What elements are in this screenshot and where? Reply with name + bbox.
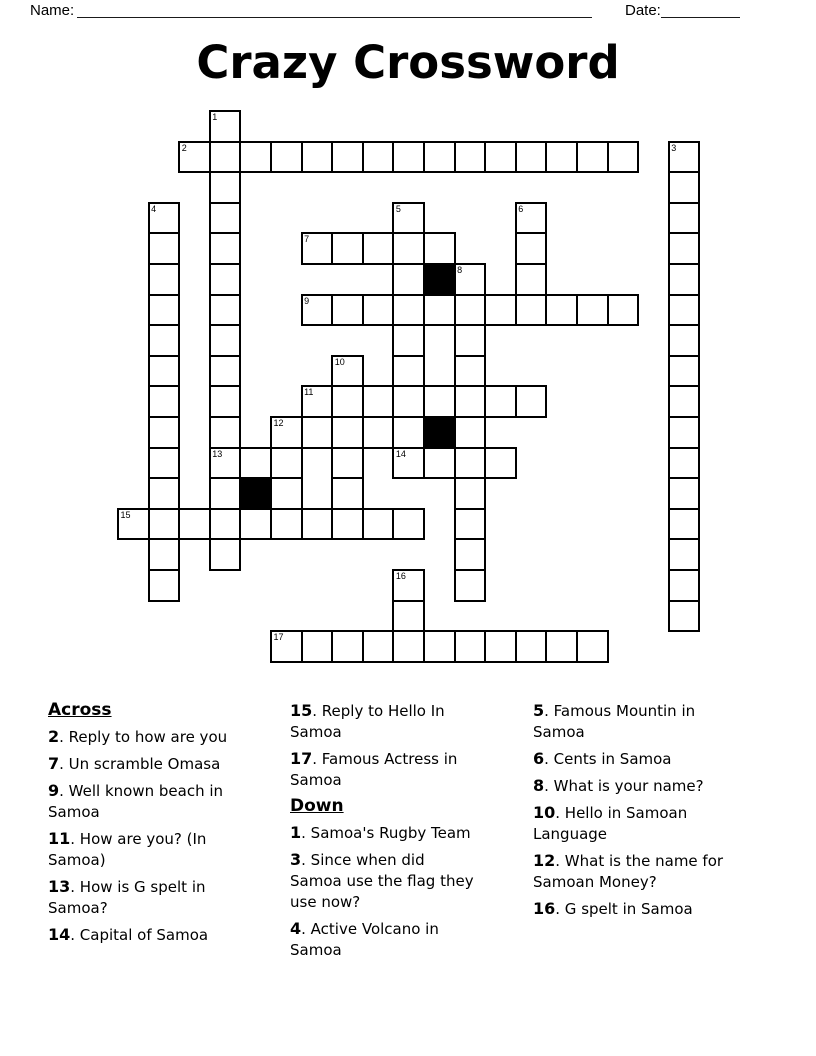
date-label: Date: [625,2,661,19]
grid-cell[interactable] [454,324,487,357]
clues-column-down [533,700,725,925]
clue-across-17 [290,748,476,791]
clue-number: 10 [533,803,556,822]
grid-cell[interactable] [209,508,242,541]
clue-down-10 [533,802,725,845]
grid-cell[interactable] [484,447,517,480]
clue-number: 5 [533,701,545,720]
grid-cell[interactable] [301,416,334,449]
grid-cell[interactable] [515,263,548,296]
grid-cell[interactable] [301,294,334,327]
clue-down-3 [290,849,476,913]
grid-cell[interactable] [515,232,548,265]
grid-cell[interactable] [392,630,425,663]
grid-cell[interactable] [331,294,364,327]
clue-number: 2 [48,727,60,746]
name-blank-line [77,0,592,18]
clue-number: 11 [48,829,71,848]
grid-cell[interactable] [148,447,181,480]
grid-cell[interactable] [209,416,242,449]
grid-cell[interactable] [392,141,425,174]
clue-text: . Since when did Samoa use the flag they use now? [290,851,474,911]
grid-cell[interactable] [301,630,334,663]
grid-cell[interactable] [668,447,701,480]
grid-cell[interactable] [576,630,609,663]
clue-number: 12 [533,851,556,870]
grid-cell[interactable] [392,447,425,480]
grid-cell[interactable] [607,141,640,174]
cell-number: 4 [151,203,157,214]
grid-cell[interactable] [423,141,456,174]
grid-cell[interactable] [331,355,364,388]
grid-cell[interactable] [668,202,701,235]
grid-cell[interactable] [454,385,487,418]
grid-cell[interactable] [209,324,242,357]
clue-number: 17 [290,749,313,768]
cell-number: 2 [181,142,187,153]
grid-cell[interactable] [392,385,425,418]
clue-text: . Reply to Hello In Samoa [290,702,445,741]
grid-cell[interactable] [668,263,701,296]
clue-text: . Famous Actress in Samoa [290,750,458,789]
grid-cell[interactable] [454,263,487,296]
across-header: Across [48,700,112,720]
grid-cell[interactable] [423,294,456,327]
grid-cell[interactable] [270,508,303,541]
clue-number: 3 [290,850,302,869]
clue-down-6 [533,748,725,770]
grid-cell[interactable] [301,385,334,418]
grid-cell[interactable] [148,324,181,357]
grid-cell[interactable] [454,294,487,327]
grid-cell[interactable] [331,630,364,663]
grid-cell[interactable] [668,324,701,357]
grid-cell[interactable] [362,141,395,174]
grid-cell[interactable] [392,324,425,357]
grid-cell[interactable] [515,141,548,174]
grid-cell[interactable] [209,171,242,204]
grid-cell[interactable] [270,416,303,449]
grid-cell[interactable] [362,385,395,418]
clue-number: 1 [290,823,302,842]
clue-text: . Un scramble Omasa [59,755,221,773]
clue-across-15 [290,700,476,743]
grid-cell[interactable] [209,385,242,418]
clue-text: . Reply to how are you [59,728,228,746]
clue-down-1 [290,822,476,844]
grid-cell[interactable] [668,600,701,633]
grid-cell[interactable] [668,508,701,541]
grid-cell[interactable] [668,141,701,174]
grid-cell[interactable] [454,416,487,449]
clue-number: 16 [533,899,556,918]
cell-number: 16 [395,571,406,581]
clue-number: 15 [290,701,313,720]
name-label: Name: [30,2,75,19]
clue-number: 9 [48,781,60,800]
grid-cell[interactable] [270,141,303,174]
grid-cell[interactable] [148,294,181,327]
clue-text: . G spelt in Samoa [555,900,693,918]
grid-cell[interactable] [209,110,242,143]
grid-cell[interactable] [209,355,242,388]
grid-cell[interactable] [454,477,487,510]
grid-cell[interactable] [576,294,609,327]
grid-cell[interactable] [392,263,425,296]
clue-down-12 [533,850,725,893]
cell-number: 13 [212,448,223,459]
grid-cell[interactable] [362,232,395,265]
clue-text: . Famous Mountin in Samoa [533,702,696,741]
grid-cell[interactable] [515,630,548,663]
clue-across-14 [48,924,260,946]
grid-cell[interactable] [392,355,425,388]
grid-cell[interactable] [209,294,242,327]
clue-text: . What is your name? [544,777,704,795]
clue-text: . Active Volcano in Samoa [290,920,439,959]
clue-text: . Well known beach in Samoa [48,782,224,821]
grid-cell[interactable] [392,202,425,235]
clue-down-4 [290,918,476,961]
grid-cell[interactable] [668,416,701,449]
grid-cell[interactable] [515,202,548,235]
grid-cell[interactable] [239,508,272,541]
grid-cell[interactable] [484,630,517,663]
grid-cell[interactable] [301,232,334,265]
clue-number: 13 [48,877,71,896]
grid-cell[interactable] [331,508,364,541]
grid-cell[interactable] [392,416,425,449]
clue-number: 8 [533,776,545,795]
cell-number: 3 [671,142,677,153]
date-blank-line [661,0,740,18]
grid-cell[interactable] [484,294,517,327]
clue-number: 7 [48,754,60,773]
grid-cell[interactable] [454,447,487,480]
grid-cell[interactable] [209,538,242,571]
grid-cell[interactable] [607,294,640,327]
down-header: Down [290,796,344,816]
grid-cell[interactable] [515,294,548,327]
grid-cell[interactable] [270,477,303,510]
grid-cell[interactable] [545,294,578,327]
grid-cell[interactable] [148,538,181,571]
grid-cell[interactable] [423,447,456,480]
clue-number: 4 [290,919,302,938]
clue-down-5 [533,700,725,743]
grid-cell[interactable] [209,202,242,235]
grid-cell[interactable] [392,232,425,265]
grid-cell[interactable] [148,202,181,235]
grid-cell[interactable] [331,416,364,449]
grid-cell[interactable] [362,416,395,449]
grid-cell[interactable] [239,447,272,480]
grid-cell[interactable] [331,141,364,174]
grid-cell[interactable] [392,569,425,602]
grid-cell[interactable] [270,447,303,480]
grid-cell[interactable] [576,141,609,174]
grid-cell[interactable] [209,447,242,480]
grid-cell[interactable] [148,569,181,602]
grid-black-cell [239,477,272,510]
grid-cell[interactable] [423,385,456,418]
grid-cell[interactable] [178,508,211,541]
grid-cell[interactable] [301,141,334,174]
grid-cell[interactable] [668,385,701,418]
clue-down-16 [533,898,725,920]
grid-cell[interactable] [209,141,242,174]
grid-cell[interactable] [484,385,517,418]
grid-cell[interactable] [484,141,517,174]
clue-text: . Samoa's Rugby Team [301,824,471,842]
clue-across-13 [48,876,260,919]
grid-cell[interactable] [668,355,701,388]
grid-black-cell [423,416,456,449]
grid-cell[interactable] [454,630,487,663]
grid-cell[interactable] [515,385,548,418]
grid-cell[interactable] [545,630,578,663]
grid-cell[interactable] [148,232,181,265]
grid-cell[interactable] [423,232,456,265]
clue-number: 6 [533,749,545,768]
grid-cell[interactable] [668,477,701,510]
grid-cell[interactable] [331,447,364,480]
grid-cell[interactable] [668,171,701,204]
grid-cell[interactable] [239,141,272,174]
clue-number: 14 [48,925,71,944]
cell-number: 1 [212,112,218,122]
clue-text: . How are you? (In Samoa) [48,830,207,869]
grid-cell[interactable] [209,263,242,296]
grid-cell[interactable] [545,141,578,174]
clue-text: . Capital of Samoa [70,926,209,944]
cell-number: 14 [395,448,406,459]
cell-number: 7 [304,234,310,245]
grid-cell[interactable] [148,508,181,541]
grid-cell[interactable] [454,538,487,571]
grid-cell[interactable] [148,477,181,510]
grid-cell[interactable] [668,232,701,265]
grid-cell[interactable] [668,538,701,571]
cell-number: 11 [304,387,314,398]
grid-cell[interactable] [454,508,487,541]
clues-column-middle [290,700,476,966]
grid-cell[interactable] [362,508,395,541]
clue-text: . Cents in Samoa [544,750,672,768]
grid-cell[interactable] [301,508,334,541]
clue-across-9 [48,780,260,823]
cell-number: 8 [457,265,463,275]
cell-number: 10 [334,356,345,367]
cell-number: 9 [304,295,310,306]
grid-cell[interactable] [392,600,425,633]
grid-cell[interactable] [454,355,487,388]
grid-cell[interactable] [362,294,395,327]
clues-column-across [48,700,260,951]
grid-cell[interactable] [423,630,456,663]
grid-cell[interactable] [392,294,425,327]
grid-cell[interactable] [331,385,364,418]
page-title: Crazy Crossword [196,36,620,89]
grid-cell[interactable] [331,232,364,265]
grid-cell[interactable] [454,141,487,174]
cell-number: 15 [120,509,131,520]
cell-number: 17 [273,632,284,643]
grid-black-cell [423,263,456,296]
clue-across-2 [48,726,260,748]
cell-number: 6 [518,203,524,214]
grid-cell[interactable] [454,569,487,602]
grid-cell[interactable] [392,508,425,541]
grid-cell[interactable] [668,569,701,602]
grid-cell[interactable] [178,141,211,174]
grid-cell[interactable] [117,508,150,541]
clue-across-7 [48,753,260,775]
grid-cell[interactable] [148,416,181,449]
clue-text: . What is the name for Samoan Money? [533,852,724,891]
clue-down-8 [533,775,725,797]
grid-cell[interactable] [148,385,181,418]
grid-cell[interactable] [148,355,181,388]
cell-number: 5 [395,203,401,214]
grid-cell[interactable] [270,630,303,663]
grid-cell[interactable] [209,232,242,265]
grid-cell[interactable] [148,263,181,296]
grid-cell[interactable] [209,477,242,510]
clue-text: . How is G spelt in Samoa? [48,878,206,917]
grid-cell[interactable] [668,294,701,327]
clue-text: . Hello in Samoan Language [533,804,688,843]
grid-cell[interactable] [362,630,395,663]
cell-number: 12 [273,418,284,428]
grid-cell[interactable] [331,477,364,510]
clue-across-11 [48,828,260,871]
